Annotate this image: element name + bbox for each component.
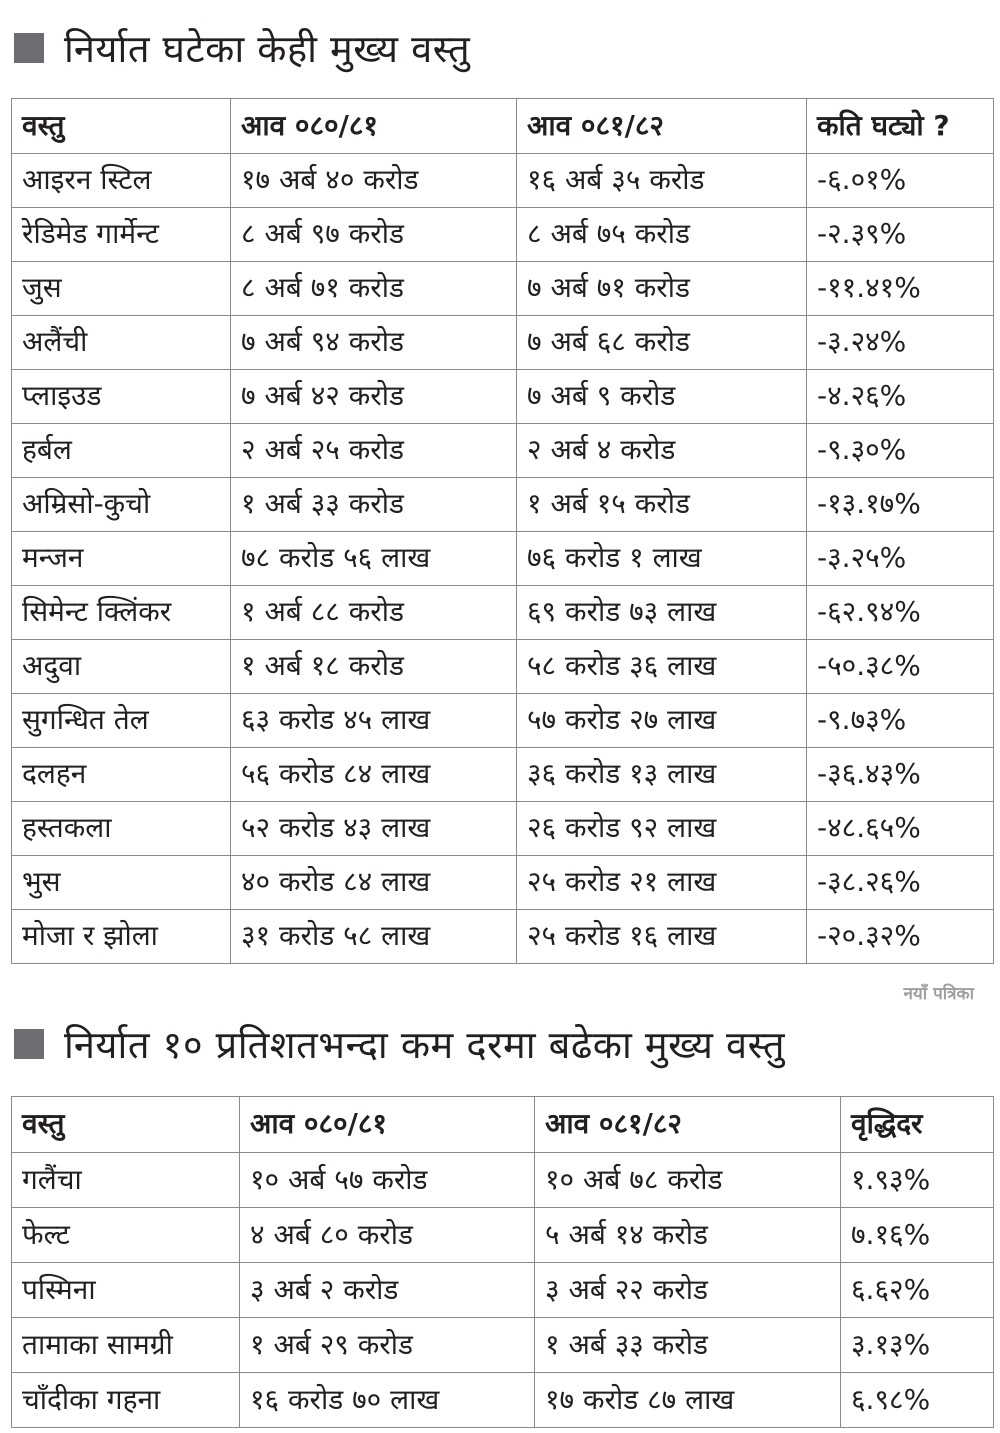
cell-change: १.९३% — [841, 1153, 994, 1208]
cell-fy-081-82: ३६ करोड १३ लाख — [517, 748, 807, 802]
cell-item: दलहन — [12, 748, 231, 802]
cell-item: तामाका सामग्री — [12, 1318, 240, 1373]
cell-fy-080-81: ४ अर्ब ८० करोड — [240, 1208, 535, 1263]
cell-fy-081-82: १७ करोड ८७ लाख — [535, 1373, 841, 1428]
cell-change: -९.३०% — [807, 424, 994, 478]
cell-fy-081-82: ७ अर्ब ७१ करोड — [517, 262, 807, 316]
cell-item: सिमेन्ट क्लिंकर — [12, 586, 231, 640]
header-decline: कति घट्यो ? — [807, 99, 994, 154]
cell-change: -३.२५% — [807, 532, 994, 586]
cell-fy-081-82: २५ करोड २१ लाख — [517, 856, 807, 910]
cell-change: -३.२४% — [807, 316, 994, 370]
header-fy-081-82: आव ०८१/८२ — [535, 1097, 841, 1153]
cell-change: -५०.३८% — [807, 640, 994, 694]
cell-item: जुस — [12, 262, 231, 316]
cell-change: -१३.१७% — [807, 478, 994, 532]
cell-change: ७.१६% — [841, 1208, 994, 1263]
cell-fy-081-82: १६ अर्ब ३५ करोड — [517, 154, 807, 208]
header-item: वस्तु — [12, 99, 231, 154]
square-bullet-icon — [14, 1029, 44, 1059]
declined-exports-table — [11, 98, 994, 964]
table-header-row — [12, 99, 994, 154]
cell-change: -६.०१% — [807, 154, 994, 208]
table-row — [12, 1318, 994, 1373]
table-row — [12, 1208, 994, 1263]
cell-fy-080-81: १६ करोड ७० लाख — [240, 1373, 535, 1428]
table-row — [12, 532, 994, 586]
cell-fy-081-82: ७६ करोड १ लाख — [517, 532, 807, 586]
table-row — [12, 424, 994, 478]
cell-change: ६.९८% — [841, 1373, 994, 1428]
cell-fy-081-82: ३ अर्ब २२ करोड — [535, 1263, 841, 1318]
cell-item: मन्जन — [12, 532, 231, 586]
table-row — [12, 640, 994, 694]
cell-item: प्लाइउड — [12, 370, 231, 424]
cell-change: -४८.६५% — [807, 802, 994, 856]
table-row — [12, 262, 994, 316]
header-fy-080-81: आव ०८०/८१ — [231, 99, 517, 154]
table-row — [12, 370, 994, 424]
cell-fy-080-81: १ अर्ब १८ करोड — [231, 640, 517, 694]
cell-fy-080-81: २ अर्ब २५ करोड — [231, 424, 517, 478]
cell-fy-080-81: १ अर्ब २९ करोड — [240, 1318, 535, 1373]
cell-change: -९.७३% — [807, 694, 994, 748]
section-title-grown — [14, 1016, 785, 1072]
cell-fy-081-82: ५ अर्ब १४ करोड — [535, 1208, 841, 1263]
grown-exports-table — [11, 1096, 994, 1428]
header-growth-rate: वृद्धिदर — [841, 1097, 994, 1153]
cell-fy-081-82: २६ करोड ९२ लाख — [517, 802, 807, 856]
cell-item: रेडिमेड गार्मेन्ट — [12, 208, 231, 262]
table-row — [12, 1153, 994, 1208]
table-row — [12, 802, 994, 856]
square-bullet-icon — [14, 33, 44, 63]
cell-fy-080-81: ३१ करोड ५८ लाख — [231, 910, 517, 964]
cell-fy-081-82: १० अर्ब ७८ करोड — [535, 1153, 841, 1208]
cell-fy-080-81: ३ अर्ब २ करोड — [240, 1263, 535, 1318]
cell-fy-080-81: ७८ करोड ५६ लाख — [231, 532, 517, 586]
table-row — [12, 208, 994, 262]
cell-fy-080-81: ७ अर्ब ९४ करोड — [231, 316, 517, 370]
cell-fy-080-81: ६३ करोड ४५ लाख — [231, 694, 517, 748]
cell-fy-081-82: १ अर्ब १५ करोड — [517, 478, 807, 532]
cell-change: -२०.३२% — [807, 910, 994, 964]
header-item: वस्तु — [12, 1097, 240, 1153]
table-header-row — [12, 1097, 994, 1153]
cell-fy-080-81: ५६ करोड ८४ लाख — [231, 748, 517, 802]
cell-item: हर्बल — [12, 424, 231, 478]
cell-fy-081-82: ६९ करोड ७३ लाख — [517, 586, 807, 640]
cell-item: आइरन स्टिल — [12, 154, 231, 208]
cell-item: पस्मिना — [12, 1263, 240, 1318]
cell-fy-081-82: २५ करोड १६ लाख — [517, 910, 807, 964]
cell-change: -४.२६% — [807, 370, 994, 424]
table-row — [12, 478, 994, 532]
cell-change: -३८.२६% — [807, 856, 994, 910]
cell-fy-080-81: ८ अर्ब ७१ करोड — [231, 262, 517, 316]
section-title-declined — [14, 20, 470, 76]
cell-change: -११.४१% — [807, 262, 994, 316]
table-row — [12, 856, 994, 910]
cell-fy-081-82: ७ अर्ब ६८ करोड — [517, 316, 807, 370]
cell-item: सुगन्धित तेल — [12, 694, 231, 748]
cell-fy-080-81: १ अर्ब ३३ करोड — [231, 478, 517, 532]
table-row — [12, 910, 994, 964]
table-row — [12, 316, 994, 370]
cell-fy-081-82: १ अर्ब ३३ करोड — [535, 1318, 841, 1373]
table-row — [12, 694, 994, 748]
cell-fy-080-81: १ अर्ब ८८ करोड — [231, 586, 517, 640]
cell-change: -६२.९४% — [807, 586, 994, 640]
header-fy-081-82: आव ०८१/८२ — [517, 99, 807, 154]
table-row — [12, 1373, 994, 1428]
section-title-text: निर्यात घटेका केही मुख्य वस्तु — [64, 27, 471, 71]
section-title-text: निर्यात १० प्रतिशतभन्दा कम दरमा बढेका मुख्य वस्तु — [64, 1023, 786, 1067]
cell-item: चाँदीका गहना — [12, 1373, 240, 1428]
cell-item: हस्तकला — [12, 802, 231, 856]
cell-item: अदुवा — [12, 640, 231, 694]
cell-fy-080-81: ८ अर्ब ९७ करोड — [231, 208, 517, 262]
cell-change: ३.१३% — [841, 1318, 994, 1373]
cell-fy-081-82: ५८ करोड ३६ लाख — [517, 640, 807, 694]
cell-change: -३६.४३% — [807, 748, 994, 802]
cell-item: मोजा र झोला — [12, 910, 231, 964]
cell-item: अलैंची — [12, 316, 231, 370]
cell-item: भुस — [12, 856, 231, 910]
cell-item: अम्रिसो-कुचो — [12, 478, 231, 532]
table-row — [12, 586, 994, 640]
cell-fy-080-81: १७ अर्ब ४० करोड — [231, 154, 517, 208]
cell-fy-081-82: ५७ करोड २७ लाख — [517, 694, 807, 748]
cell-fy-080-81: १० अर्ब ५७ करोड — [240, 1153, 535, 1208]
table-row — [12, 748, 994, 802]
cell-item: गलैंचा — [12, 1153, 240, 1208]
cell-fy-080-81: ७ अर्ब ४२ करोड — [231, 370, 517, 424]
cell-fy-080-81: ४० करोड ८४ लाख — [231, 856, 517, 910]
table-row — [12, 154, 994, 208]
cell-change: ६.६२% — [841, 1263, 994, 1318]
cell-fy-080-81: ५२ करोड ४३ लाख — [231, 802, 517, 856]
cell-item: फेल्ट — [12, 1208, 240, 1263]
cell-fy-081-82: ८ अर्ब ७५ करोड — [517, 208, 807, 262]
source-credit: नयाँ पत्रिका — [903, 984, 974, 1004]
cell-fy-081-82: २ अर्ब ४ करोड — [517, 424, 807, 478]
cell-change: -२.३९% — [807, 208, 994, 262]
header-fy-080-81: आव ०८०/८१ — [240, 1097, 535, 1153]
cell-fy-081-82: ७ अर्ब ९ करोड — [517, 370, 807, 424]
table-row — [12, 1263, 994, 1318]
